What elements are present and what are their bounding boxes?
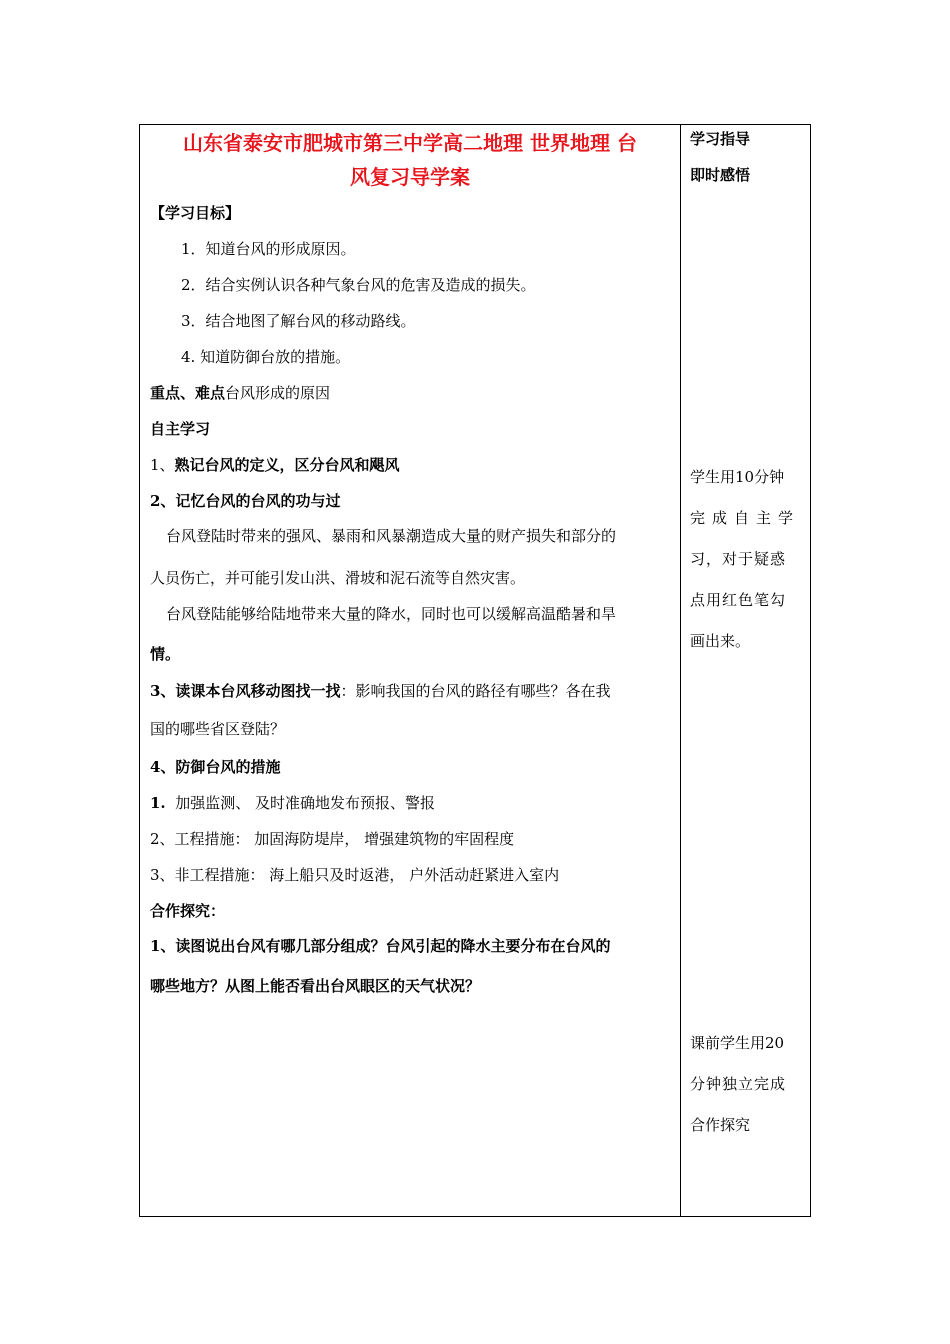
q1-text: 熟记台风的定义，区分台风和飓风 [174,456,400,474]
page-title-line1: 山东省泰安市肥城市第三中学高二地理 世界地理 台 [183,131,637,155]
main-column [140,125,680,1216]
side-note-line: 画出来。 [690,632,751,650]
coop-heading: 合作探究： [150,902,226,920]
objective-item: 3．结合地图了解台风的移动路线。 [181,312,416,330]
measure-3: 3、非工程措施： 海上船只及时返港， 户外活动赶紧进入室内 [150,866,560,884]
objective-item: 1．知道台风的形成原因。 [181,240,356,258]
q3-text: ：影响我国的台风的路径有哪些？各在我 [340,682,611,700]
coop-q1-line1: 1、读图说出台风有哪几部分组成？台风引起的降水主要分布在台风的 [150,937,611,955]
coop-q1-line2: 哪些地方？从图上能否看出台风眼区的天气状况？ [150,977,481,995]
side-note-line: 分钟独立完成 [690,1075,787,1093]
lesson-table [139,124,811,1217]
side-note-line: 课前学生用20 [690,1034,785,1052]
objective-item: 2．结合实例认识各种气象台风的危害及造成的损失。 [181,276,536,294]
key-points-text: 台风形成的原因 [225,384,331,402]
key-points [150,383,330,403]
measure-1-num: 1. [150,794,166,812]
paragraph-line: 台风登陆能够给陆地带来大量的降水，同时也可以缓解高温酷暑和旱 [166,605,617,623]
paragraph-line: 情。 [150,645,181,663]
objectives-heading: 【学习目标】 [150,204,241,222]
q1-prefix: 1、 [150,456,175,474]
key-points-label: 重点、难点 [150,384,226,402]
measure-2: 2、工程措施： 加固海防堤岸， 增强建筑物的牢固程度 [150,830,515,848]
side-note-line: 学生用10分钟 [690,468,785,486]
side-heading-guide: 学习指导 [690,130,751,148]
self-study-q2: 2、记忆台风的台风的功与过 [150,492,341,510]
measure-1-text: 加强监测、 及时准确地发布预报、警报 [175,794,435,812]
side-note-line: 点用红色笔勾 [690,591,787,609]
self-study-heading: 自主学习 [150,420,211,438]
measure-1 [150,793,435,813]
paragraph-line: 人员伤亡，并可能引发山洪、滑坡和泥石流等自然灾害。 [150,569,526,587]
self-study-q3-line2: 国的哪些省区登陆？ [150,720,286,738]
self-study-q4: 4、防御台风的措施 [150,758,281,776]
side-heading-insight: 即时感悟 [690,166,751,184]
side-column [681,125,810,1216]
side-note-line: 习，对于疑惑 [690,550,787,568]
side-note-line: 完成自主学 [690,509,801,527]
objective-item: 4. 知道防御台放的措施。 [181,348,351,366]
page-title-line2: 风复习导学案 [350,165,470,189]
self-study-q3 [150,681,610,701]
paragraph-line: 台风登陆时带来的强风、暴雨和风暴潮造成大量的财产损失和部分的 [166,527,617,545]
self-study-q1 [150,455,400,475]
q3-bold: 3、读课本台风移动图找一找 [150,682,341,700]
side-note-line: 合作探究 [690,1116,751,1134]
